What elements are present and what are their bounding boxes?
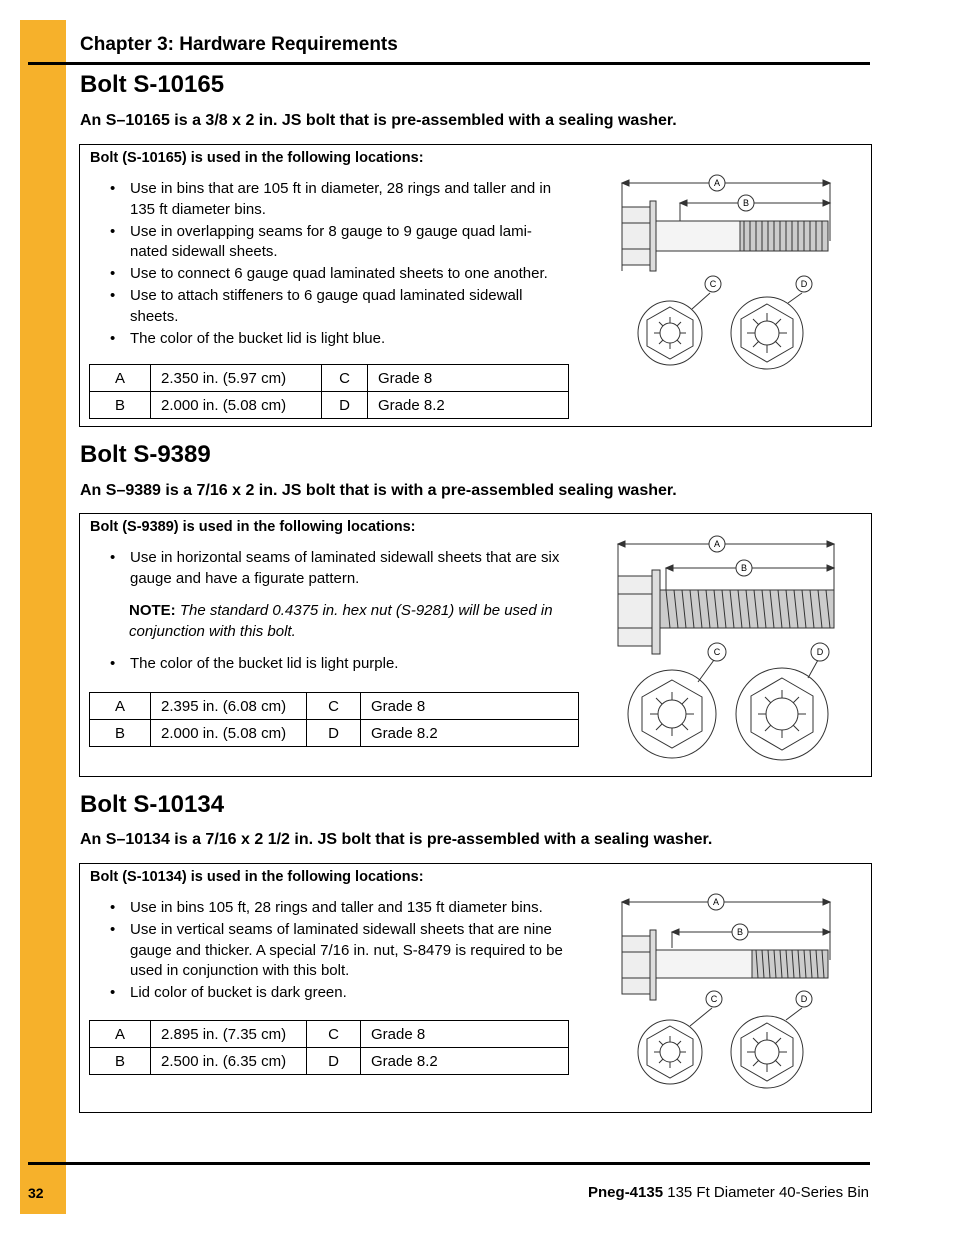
list-item: • Use in bins that are 105 ft in diameter, 28 rings and taller and in 135 ft diameter bins. [104, 179, 554, 220]
table-cell: Grade 8.2 [361, 1048, 569, 1075]
table-cell: B [90, 392, 151, 419]
table-cell: D [322, 392, 368, 419]
footer-rule [28, 1162, 870, 1165]
box-title: Bolt (S-9389) is used in the following locations: [90, 519, 416, 535]
box-title: Bolt (S-10165) is used in the following locations: [90, 150, 424, 166]
table-cell: A [90, 365, 151, 392]
usage-list [104, 548, 574, 591]
label-b: B [740, 563, 748, 573]
table-cell: B [90, 720, 151, 747]
list-item: • The color of the bucket lid is light purple. [104, 654, 574, 675]
label-d: D [816, 647, 824, 657]
bolt-info-box [79, 513, 872, 777]
table-row [90, 1021, 569, 1048]
table-cell: B [90, 1048, 151, 1075]
document-id: Pneg-4135 [588, 1184, 664, 1201]
list-item: • Use in horizontal seams of laminated sidewall sheets that are six gauge and have a figurate pattern. [104, 548, 574, 589]
footer-document [588, 1184, 869, 1201]
label-a: A [712, 897, 720, 907]
list-item: • Use to attach stiffeners to 6 gauge quad laminated sidewall sheets. [104, 286, 554, 327]
list-item: • Use in bins 105 ft, 28 rings and taller and 135 ft diameter bins. [104, 898, 564, 919]
table-cell: 2.000 in. (5.08 cm) [151, 392, 322, 419]
table-cell: Grade 8.2 [361, 720, 579, 747]
section-intro: An S–10165 is a 3/8 x 2 in. JS bolt that is pre-assembled with a sealing washer. [80, 112, 677, 129]
table-cell: A [90, 1021, 151, 1048]
header-rule [28, 62, 870, 65]
label-c: C [713, 647, 721, 657]
bolt-diagram [610, 532, 845, 772]
bolt-info-box [79, 863, 872, 1113]
bolt-info-box [79, 144, 872, 427]
chapter-heading: Chapter 3: Hardware Requirements [80, 34, 398, 55]
section-title: Bolt S-10165 [80, 71, 225, 98]
list-item: • Use in vertical seams of laminated sidewall sheets that are nine gauge and thicker. A special 7/16 in. nut, S-8479 is required to be used in conjunction with this bolt. [104, 920, 564, 982]
usage-list [104, 179, 554, 351]
note-text: The standard 0.4375 in. hex nut (S-9281) will be used in conjunction with this bolt. [129, 602, 553, 640]
table-cell: C [307, 1021, 361, 1048]
spec-table [89, 1020, 569, 1075]
table-cell: 2.350 in. (5.97 cm) [151, 365, 322, 392]
label-a: A [713, 539, 721, 549]
table-cell: Grade 8 [361, 1021, 569, 1048]
list-item: • Use in overlapping seams for 8 gauge to 9 gauge quad lami-nated sidewall sheets. [104, 222, 554, 263]
usage-list [104, 898, 564, 1005]
list-item: • Use to connect 6 gauge quad laminated sheets to one another. [104, 264, 554, 285]
table-cell: 2.500 in. (6.35 cm) [151, 1048, 307, 1075]
section-intro: An S–10134 is a 7/16 x 2 1/2 in. JS bolt that is pre-assembled with a sealing washer. [80, 831, 713, 848]
note [129, 601, 579, 642]
label-b: B [736, 927, 744, 937]
table-cell: 2.000 in. (5.08 cm) [151, 720, 307, 747]
section-title: Bolt S-10134 [80, 791, 225, 818]
section-intro: An S–9389 is a 7/16 x 2 in. JS bolt that is with a pre-assembled sealing washer. [80, 482, 677, 499]
table-cell: A [90, 693, 151, 720]
table-cell: D [307, 1048, 361, 1075]
table-cell: 2.895 in. (7.35 cm) [151, 1021, 307, 1048]
label-c: C [710, 994, 718, 1004]
table-row [90, 693, 579, 720]
section-title: Bolt S-9389 [80, 441, 211, 468]
table-cell: D [307, 720, 361, 747]
bolt-diagram [612, 890, 842, 1095]
list-item: • The color of the bucket lid is light blue. [104, 329, 554, 350]
table-row [90, 720, 579, 747]
list-item: • Lid color of bucket is dark green. [104, 983, 564, 1004]
table-cell: Grade 8.2 [368, 392, 569, 419]
spec-table [89, 364, 569, 419]
spec-table [89, 692, 579, 747]
table-cell: Grade 8 [361, 693, 579, 720]
table-cell: 2.395 in. (6.08 cm) [151, 693, 307, 720]
table-cell: C [307, 693, 361, 720]
label-d: D [800, 279, 808, 289]
label-b: B [742, 198, 750, 208]
label-d: D [800, 994, 808, 1004]
table-cell: C [322, 365, 368, 392]
note-label: NOTE: [129, 602, 176, 619]
table-row [90, 1048, 569, 1075]
label-a: A [713, 178, 721, 188]
document-title: 135 Ft Diameter 40-Series Bin [667, 1184, 869, 1201]
page-number: 32 [28, 1185, 44, 1201]
box-title: Bolt (S-10134) is used in the following locations: [90, 869, 424, 885]
table-cell: Grade 8 [368, 365, 569, 392]
table-row [90, 392, 569, 419]
chapter-sidebar-tab [20, 20, 66, 1214]
bolt-diagram [612, 171, 842, 371]
usage-list [104, 654, 574, 676]
label-c: C [709, 279, 717, 289]
table-row [90, 365, 569, 392]
